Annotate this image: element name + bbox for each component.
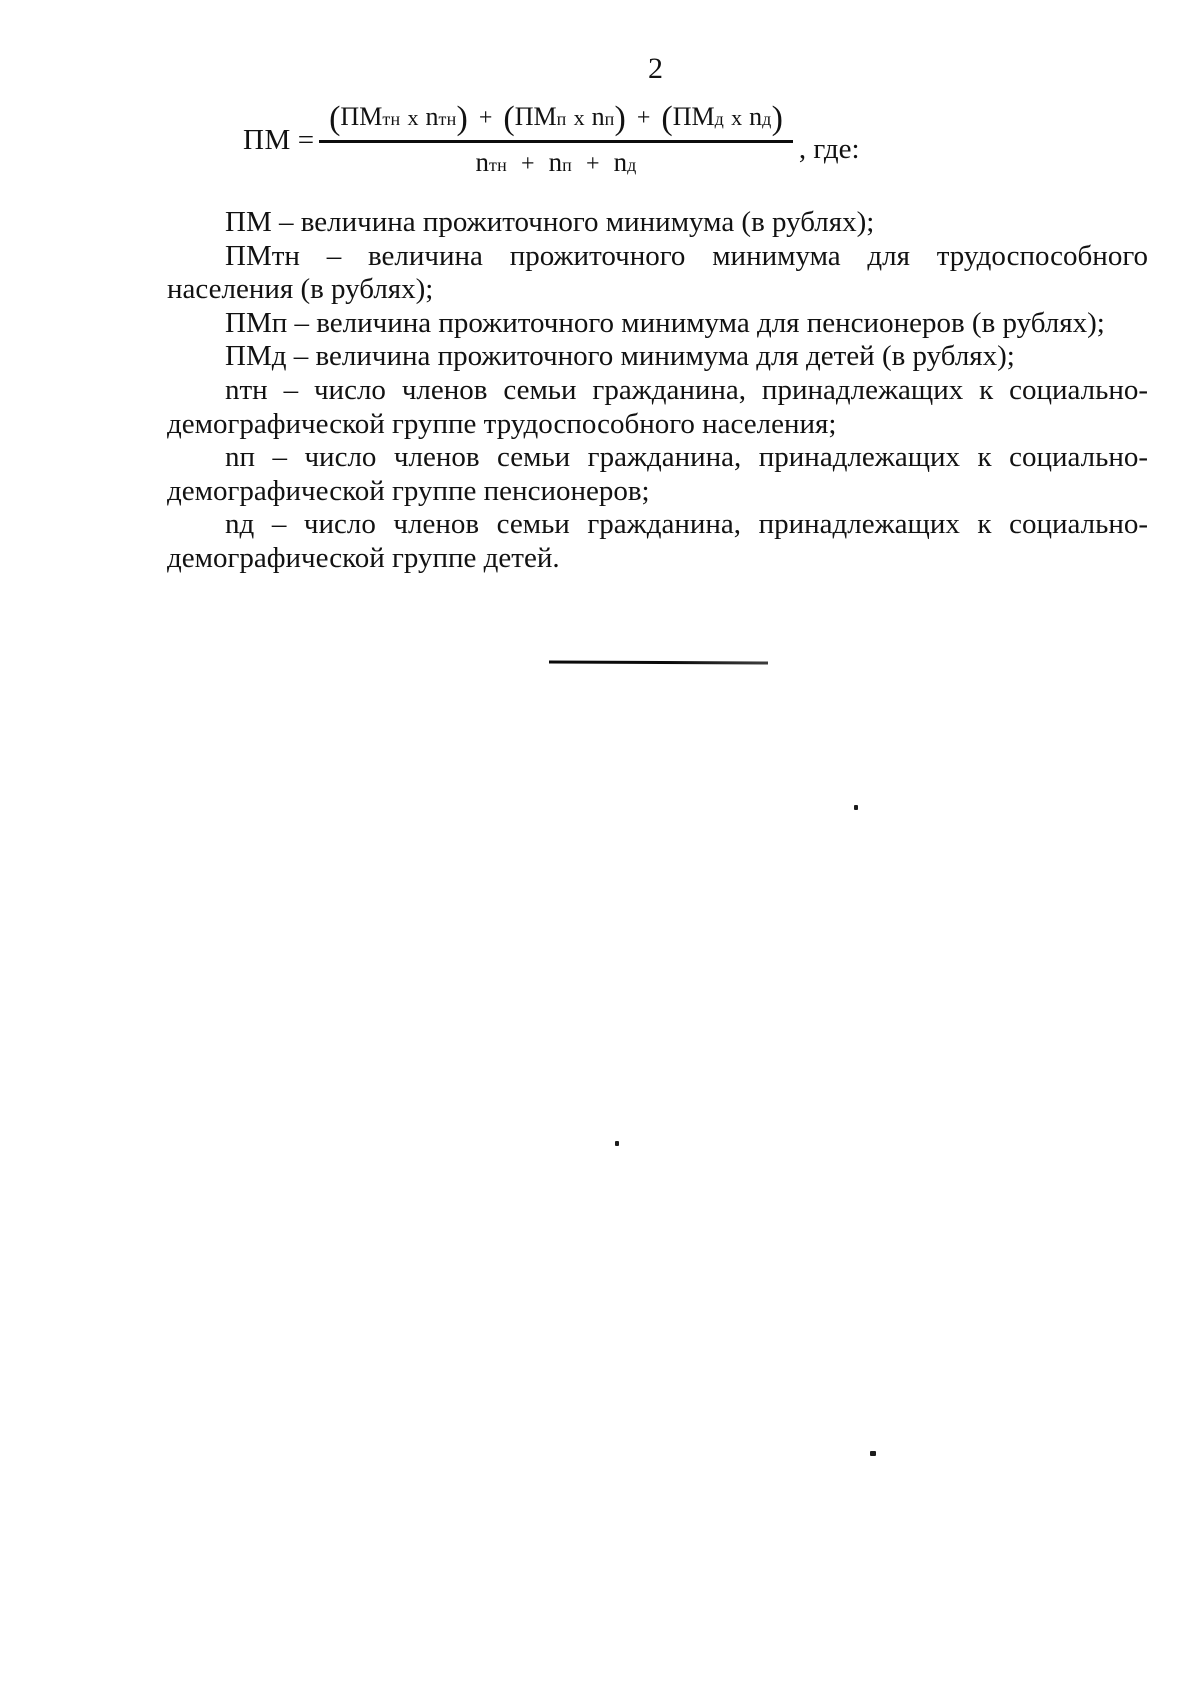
multiply-sign: x (573, 105, 585, 130)
pm-base: ПМ (514, 102, 557, 131)
multiply-sign: x (407, 105, 419, 130)
pm-base: ПМ (672, 102, 715, 131)
n-var: n (548, 147, 563, 177)
plus-sign: + (521, 151, 535, 177)
n-subscript: д (627, 155, 637, 175)
pm-subscript: п (556, 109, 567, 129)
definition-line: nд – число членов семьи гражданина, принадлежащих к социально- (225, 508, 1148, 541)
definition-line: ПМ – величина прожиточного минимума (в рублях); (225, 206, 875, 238)
open-paren: ( (329, 100, 341, 137)
close-paren: ) (456, 100, 468, 137)
definition-line: демографической группе детей. (167, 541, 560, 574)
pm-subscript: тн (382, 109, 401, 129)
n-var: n (591, 102, 605, 131)
close-paren: ) (614, 100, 626, 137)
open-paren: ( (661, 100, 673, 137)
definition-line: демографической группе пенсионеров; (167, 474, 650, 507)
formula-fraction (319, 102, 793, 178)
plus-sign: + (586, 151, 600, 177)
n-var: n (475, 147, 489, 177)
definitions-block (167, 206, 1148, 576)
pm-base: ПМ (340, 102, 383, 131)
definition-line: демографической группе трудоспособного населения; (167, 407, 837, 440)
formula-denominator (319, 143, 793, 178)
where-label: , где: (798, 132, 860, 165)
definition-line: населения (в рублях); (167, 273, 434, 306)
n-subscript: тн (438, 109, 457, 129)
definition-line: nп – число членов семьи гражданина, принадлежащих к социально- (225, 441, 1148, 474)
scan-speck (615, 1141, 619, 1146)
definition-line: ПМп – величина прожиточного минимума для пенсионеров (в рублях); (225, 306, 1105, 339)
n-subscript: п (562, 155, 573, 175)
page-number: 2 (648, 52, 664, 85)
n-subscript: п (604, 109, 615, 129)
n-var: n (613, 147, 628, 177)
plus-sign: + (478, 105, 493, 131)
scan-speck (854, 805, 858, 810)
definition-line: nтн – число членов семьи гражданина, принадлежащих к социально- (225, 373, 1148, 406)
n-var: n (749, 102, 763, 131)
plus-sign: + (636, 105, 651, 131)
close-paren: ) (771, 100, 783, 137)
n-subscript: д (762, 109, 772, 129)
divider-line (549, 661, 768, 665)
pm-subscript: д (714, 109, 725, 129)
multiply-sign: x (731, 105, 743, 130)
subsistence-minimum-formula (243, 102, 860, 178)
formula-lhs: ПМ (243, 123, 291, 156)
formula-numerator (319, 102, 793, 143)
definition-line: ПМтн – величина прожиточного минимума для трудоспособного (225, 239, 1148, 272)
equals-sign: = (297, 123, 315, 156)
n-var: n (425, 102, 439, 131)
definition-line: ПМд – величина прожиточного минимума для детей (в рублях); (225, 340, 1015, 373)
scan-speck (870, 1451, 876, 1456)
open-paren: ( (503, 100, 515, 137)
n-subscript: тн (488, 155, 508, 175)
